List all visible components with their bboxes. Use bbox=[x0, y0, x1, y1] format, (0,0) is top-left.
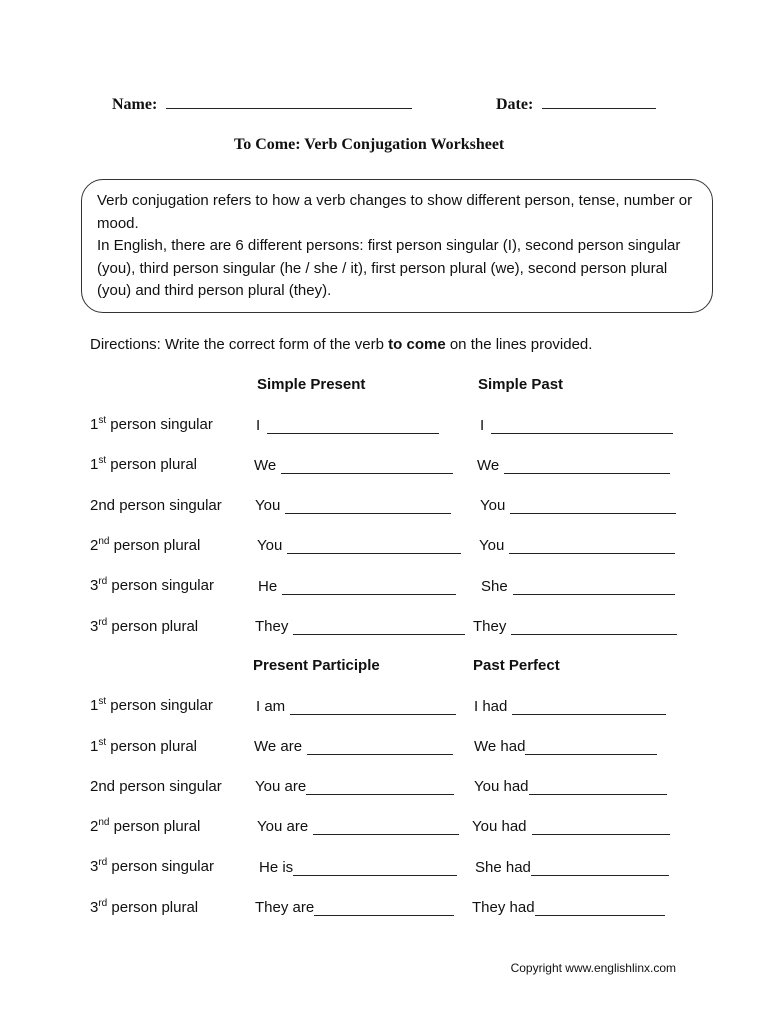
answer-line[interactable] bbox=[529, 780, 667, 795]
answer-cell[interactable] bbox=[259, 859, 457, 876]
name-label: Name: bbox=[112, 96, 158, 113]
pronoun: They are bbox=[255, 899, 315, 916]
name-field[interactable] bbox=[112, 94, 412, 114]
pronoun: I am bbox=[256, 698, 286, 715]
pronoun: You are bbox=[257, 818, 309, 835]
answer-line[interactable] bbox=[535, 901, 665, 916]
answer-cell[interactable] bbox=[474, 738, 657, 755]
answer-cell[interactable] bbox=[472, 818, 670, 835]
pronoun: He is bbox=[259, 859, 294, 876]
directions-verb: to come bbox=[388, 336, 446, 353]
answer-line[interactable] bbox=[491, 419, 673, 434]
row-label: 2nd person plural bbox=[90, 536, 201, 554]
pronoun: You had bbox=[474, 778, 529, 795]
answer-line[interactable] bbox=[293, 620, 465, 635]
answer-cell[interactable] bbox=[256, 698, 456, 715]
answer-cell[interactable] bbox=[472, 899, 665, 916]
answer-cell[interactable] bbox=[474, 778, 667, 795]
answer-cell[interactable] bbox=[477, 457, 670, 474]
answer-line[interactable] bbox=[287, 539, 461, 554]
answer-cell[interactable] bbox=[480, 417, 673, 434]
answer-cell[interactable] bbox=[254, 457, 453, 474]
answer-cell[interactable] bbox=[258, 578, 456, 595]
answer-cell[interactable] bbox=[474, 698, 666, 715]
pronoun: We bbox=[254, 457, 277, 474]
row-label: 3rd person singular bbox=[90, 857, 214, 875]
answer-line[interactable] bbox=[313, 820, 459, 835]
answer-cell[interactable] bbox=[480, 497, 676, 514]
pronoun: They bbox=[473, 618, 507, 635]
directions-text-end: on the lines provided. bbox=[445, 336, 593, 353]
answer-line[interactable] bbox=[532, 820, 670, 835]
date-label: Date: bbox=[496, 96, 534, 113]
answer-line[interactable] bbox=[306, 780, 454, 795]
answer-line[interactable] bbox=[282, 580, 456, 595]
answer-cell[interactable] bbox=[255, 497, 451, 514]
row-label: 3rd person singular bbox=[90, 576, 214, 594]
col-present-participle: Present Participle bbox=[253, 657, 380, 674]
pronoun: She bbox=[481, 578, 508, 595]
col-simple-past: Simple Past bbox=[478, 376, 564, 393]
pronoun: I bbox=[480, 417, 485, 434]
col-past-perfect: Past Perfect bbox=[473, 657, 560, 674]
persons-paragraph: In English, there are 6 different persons: first person singular (I), second person singular (you), third person singular (he / she / it), first person plural (we), second person plural (you) and third person plural (they). bbox=[97, 237, 681, 299]
copyright: Copyright www.englishlinx.com bbox=[510, 961, 676, 975]
row-label: 2nd person singular bbox=[90, 497, 222, 514]
pronoun: I bbox=[256, 417, 261, 434]
pronoun: You had bbox=[472, 818, 527, 835]
answer-line[interactable] bbox=[290, 700, 456, 715]
answer-line[interactable] bbox=[285, 499, 451, 514]
definition-paragraph: Verb conjugation refers to how a verb changes to show different person, tense, number or mood. bbox=[97, 192, 693, 232]
directions-text-start: Directions: Write the correct form of the verb bbox=[90, 336, 389, 353]
pronoun: We had bbox=[474, 738, 526, 755]
answer-line[interactable] bbox=[525, 740, 657, 755]
pronoun: He bbox=[258, 578, 278, 595]
answer-line[interactable] bbox=[510, 499, 676, 514]
answer-cell[interactable] bbox=[479, 537, 675, 554]
answer-cell[interactable] bbox=[257, 537, 461, 554]
pronoun: I had bbox=[474, 698, 508, 715]
pronoun: You bbox=[479, 537, 505, 554]
row-label: 1st person singular bbox=[90, 696, 213, 714]
directions bbox=[90, 336, 592, 353]
page-title: To Come: Verb Conjugation Worksheet bbox=[234, 136, 505, 153]
answer-line[interactable] bbox=[513, 580, 675, 595]
row-label: 1st person singular bbox=[90, 415, 213, 433]
answer-line[interactable] bbox=[307, 740, 453, 755]
answer-line[interactable] bbox=[511, 620, 677, 635]
pronoun: She had bbox=[475, 859, 531, 876]
row-label: 1st person plural bbox=[90, 737, 198, 755]
answer-cell[interactable] bbox=[481, 578, 675, 595]
pronoun: You bbox=[480, 497, 506, 514]
pronoun: We bbox=[477, 457, 500, 474]
row-label: 3rd person plural bbox=[90, 898, 199, 916]
pronoun: We are bbox=[254, 738, 303, 755]
answer-line[interactable] bbox=[293, 861, 457, 876]
answer-cell[interactable] bbox=[475, 859, 669, 876]
answer-line[interactable] bbox=[512, 700, 666, 715]
pronoun: You bbox=[257, 537, 283, 554]
date-line[interactable] bbox=[542, 94, 656, 109]
answer-line[interactable] bbox=[509, 539, 675, 554]
answer-cell[interactable] bbox=[254, 738, 453, 755]
date-field[interactable] bbox=[496, 94, 656, 114]
name-line[interactable] bbox=[166, 94, 412, 109]
answer-cell[interactable] bbox=[473, 618, 677, 635]
answer-cell[interactable] bbox=[257, 818, 459, 835]
row-label: 1st person plural bbox=[90, 455, 198, 473]
answer-cell[interactable] bbox=[255, 778, 454, 795]
answer-cell[interactable] bbox=[256, 417, 439, 434]
pronoun: They had bbox=[472, 899, 535, 916]
row-label: 2nd person plural bbox=[90, 817, 201, 835]
definition-box bbox=[81, 179, 713, 313]
answer-line[interactable] bbox=[531, 861, 669, 876]
row-label: 3rd person plural bbox=[90, 617, 199, 635]
pronoun: You are bbox=[255, 778, 307, 795]
pronoun: You bbox=[255, 497, 281, 514]
answer-cell[interactable] bbox=[255, 618, 465, 635]
answer-line[interactable] bbox=[504, 459, 670, 474]
row-label: 2nd person singular bbox=[90, 778, 222, 795]
answer-line[interactable] bbox=[267, 419, 439, 434]
answer-line[interactable] bbox=[314, 901, 454, 916]
pronoun: They bbox=[255, 618, 289, 635]
answer-line[interactable] bbox=[281, 459, 453, 474]
answer-cell[interactable] bbox=[255, 899, 454, 916]
col-simple-present: Simple Present bbox=[257, 376, 366, 393]
